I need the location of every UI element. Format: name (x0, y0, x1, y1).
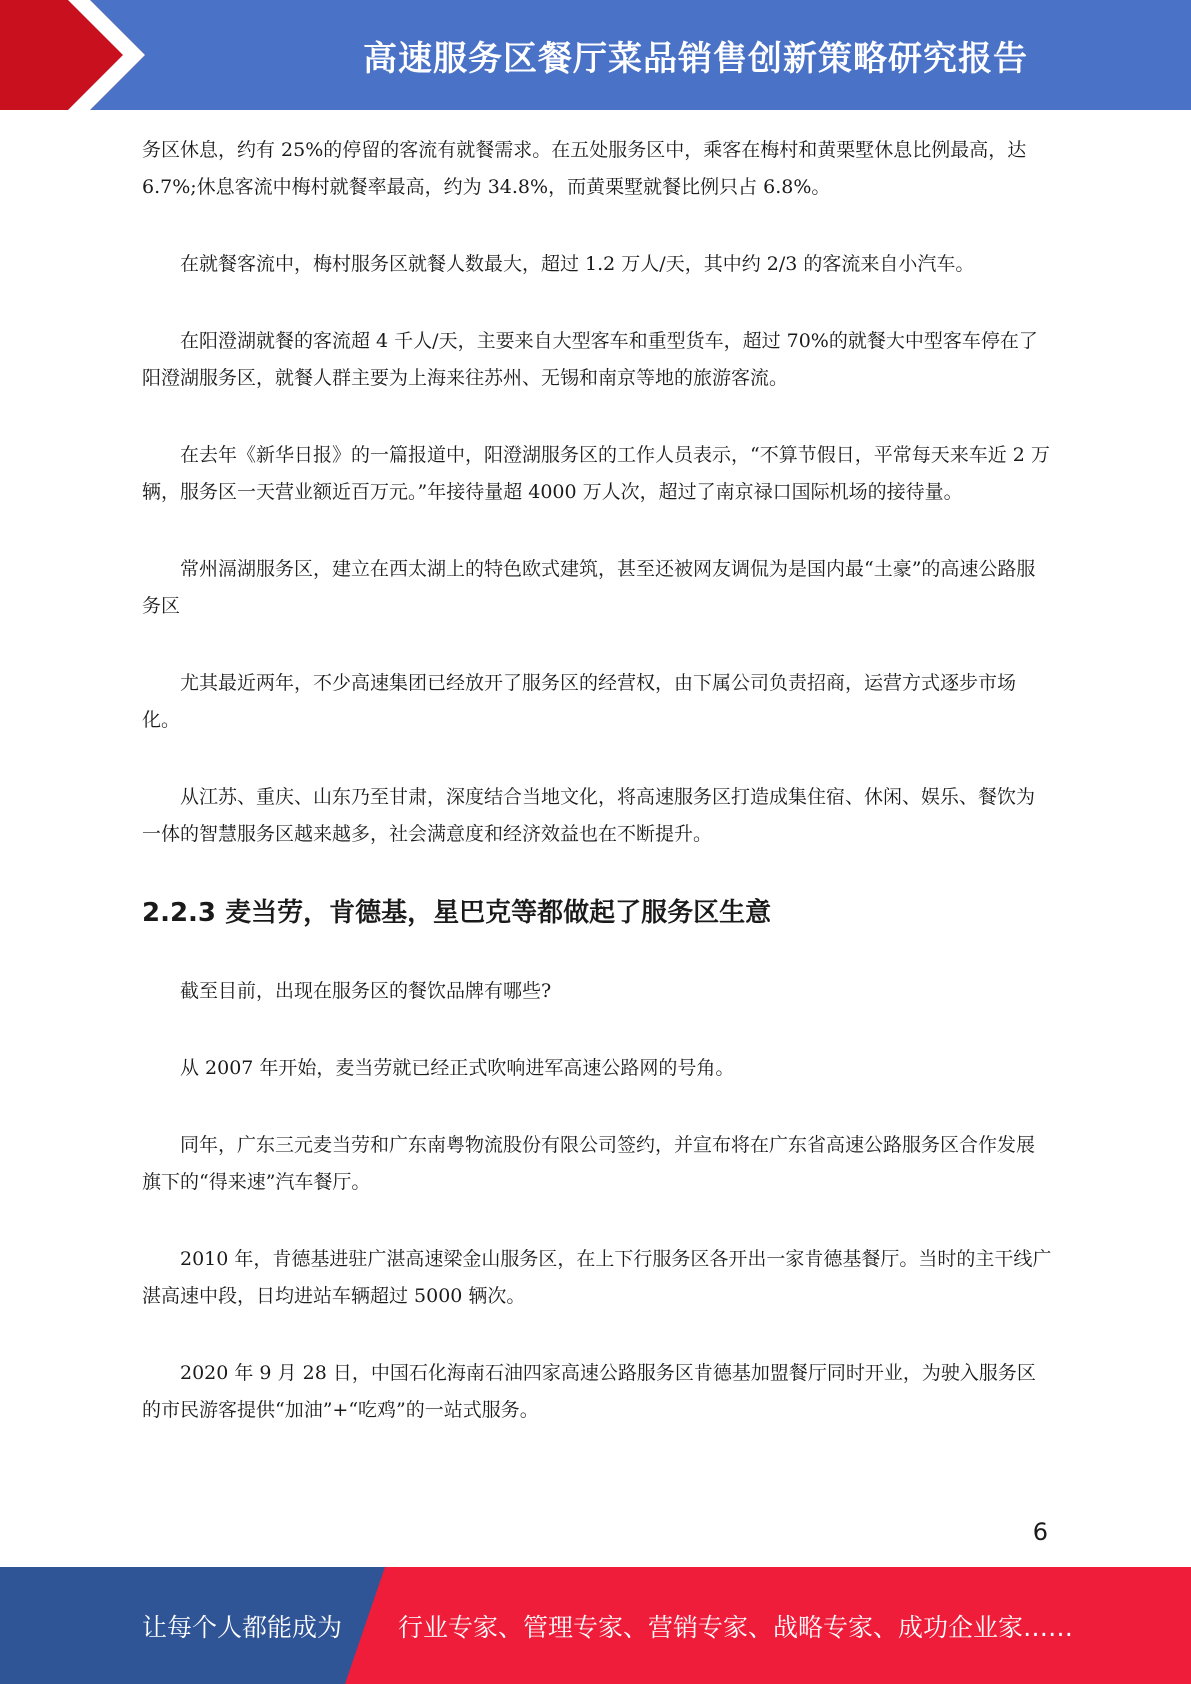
page-footer (0, 1567, 1191, 1684)
paragraph: 在就餐客流中，梅村服务区就餐人数最大，超过 1.2 万人/天，其中约 2/3 的客流来自小汽车。 (180, 253, 975, 275)
document-body (142, 132, 1052, 1469)
page-number: 6 (1032, 1518, 1048, 1546)
document-title: 高速服务区餐厅菜品销售创新策略研究报告 (363, 38, 1028, 79)
paragraph: 在阳澄湖就餐的客流超 4 千人/天，主要来自大型客车和重型货车，超过 70%的就餐大中型客车停在了阳澄湖服务区，就餐人群主要为上海来往苏州、无锡和南京等地的旅游客流。 (142, 330, 1038, 389)
footer-slogan-left: 让每个人都能成为 (142, 1612, 343, 1642)
paragraph: 2020 年 9 月 28 日，中国石化海南石油四家高速公路服务区肯德基加盟餐厅同时开业，为驶入服务区的市民游客提供“加油”+“吃鸡”的一站式服务。 (142, 1362, 1036, 1421)
paragraph: 务区休息，约有 25%的停留的客流有就餐需求。在五处服务区中，乘客在梅村和黄栗墅休息比例最高，达 6.7%;休息客流中梅村就餐率最高，约为 34.8%，而黄栗墅就餐比例只占 6.8%。 (142, 139, 1027, 198)
paragraph: 截至目前，出现在服务区的餐饮品牌有哪些? (180, 980, 552, 1002)
paragraph: 在去年《新华日报》的一篇报道中，阳澄湖服务区的工作人员表示，“不算节假日，平常每天来车近 2 万辆，服务区一天营业额近百万元。”年接待量超 4000 万人次，超过了南京禄口国际机场的接待量。 (142, 444, 1050, 503)
paragraph: 2010 年，肯德基进驻广湛高速梁金山服务区，在上下行服务区各开出一家肯德基餐厅。当时的主干线广湛高速中段，日均进站车辆超过 5000 辆次。 (142, 1248, 1052, 1307)
paragraph: 从江苏、重庆、山东乃至甘肃，深度结合当地文化，将高速服务区打造成集住宿、休闲、娱乐、餐饮为一体的智慧服务区越来越多，社会满意度和经济效益也在不断提升。 (142, 786, 1036, 845)
header-arrow-decoration (0, 0, 200, 110)
page-header (0, 0, 1191, 110)
section-heading: 2.2.3 麦当劳，肯德基，星巴克等都做起了服务区生意 (142, 898, 772, 928)
footer-slogan-right: 行业专家、管理专家、营销专家、战略专家、成功企业家…… (398, 1612, 1074, 1642)
paragraph: 同年，广东三元麦当劳和广东南粤物流股份有限公司签约，并宣布将在广东省高速公路服务区合作发展旗下的“得来速”汽车餐厅。 (142, 1134, 1036, 1193)
paragraph: 常州滆湖服务区，建立在西太湖上的特色欧式建筑，甚至还被网友调侃为是国内最“土豪”的高速公路服务区 (142, 558, 1036, 617)
paragraph: 从 2007 年开始，麦当劳就已经正式吹响进军高速公路网的号角。 (180, 1057, 735, 1079)
paragraph: 尤其最近两年，不少高速集团已经放开了服务区的经营权，由下属公司负责招商，运营方式逐步市场化。 (142, 672, 1017, 731)
